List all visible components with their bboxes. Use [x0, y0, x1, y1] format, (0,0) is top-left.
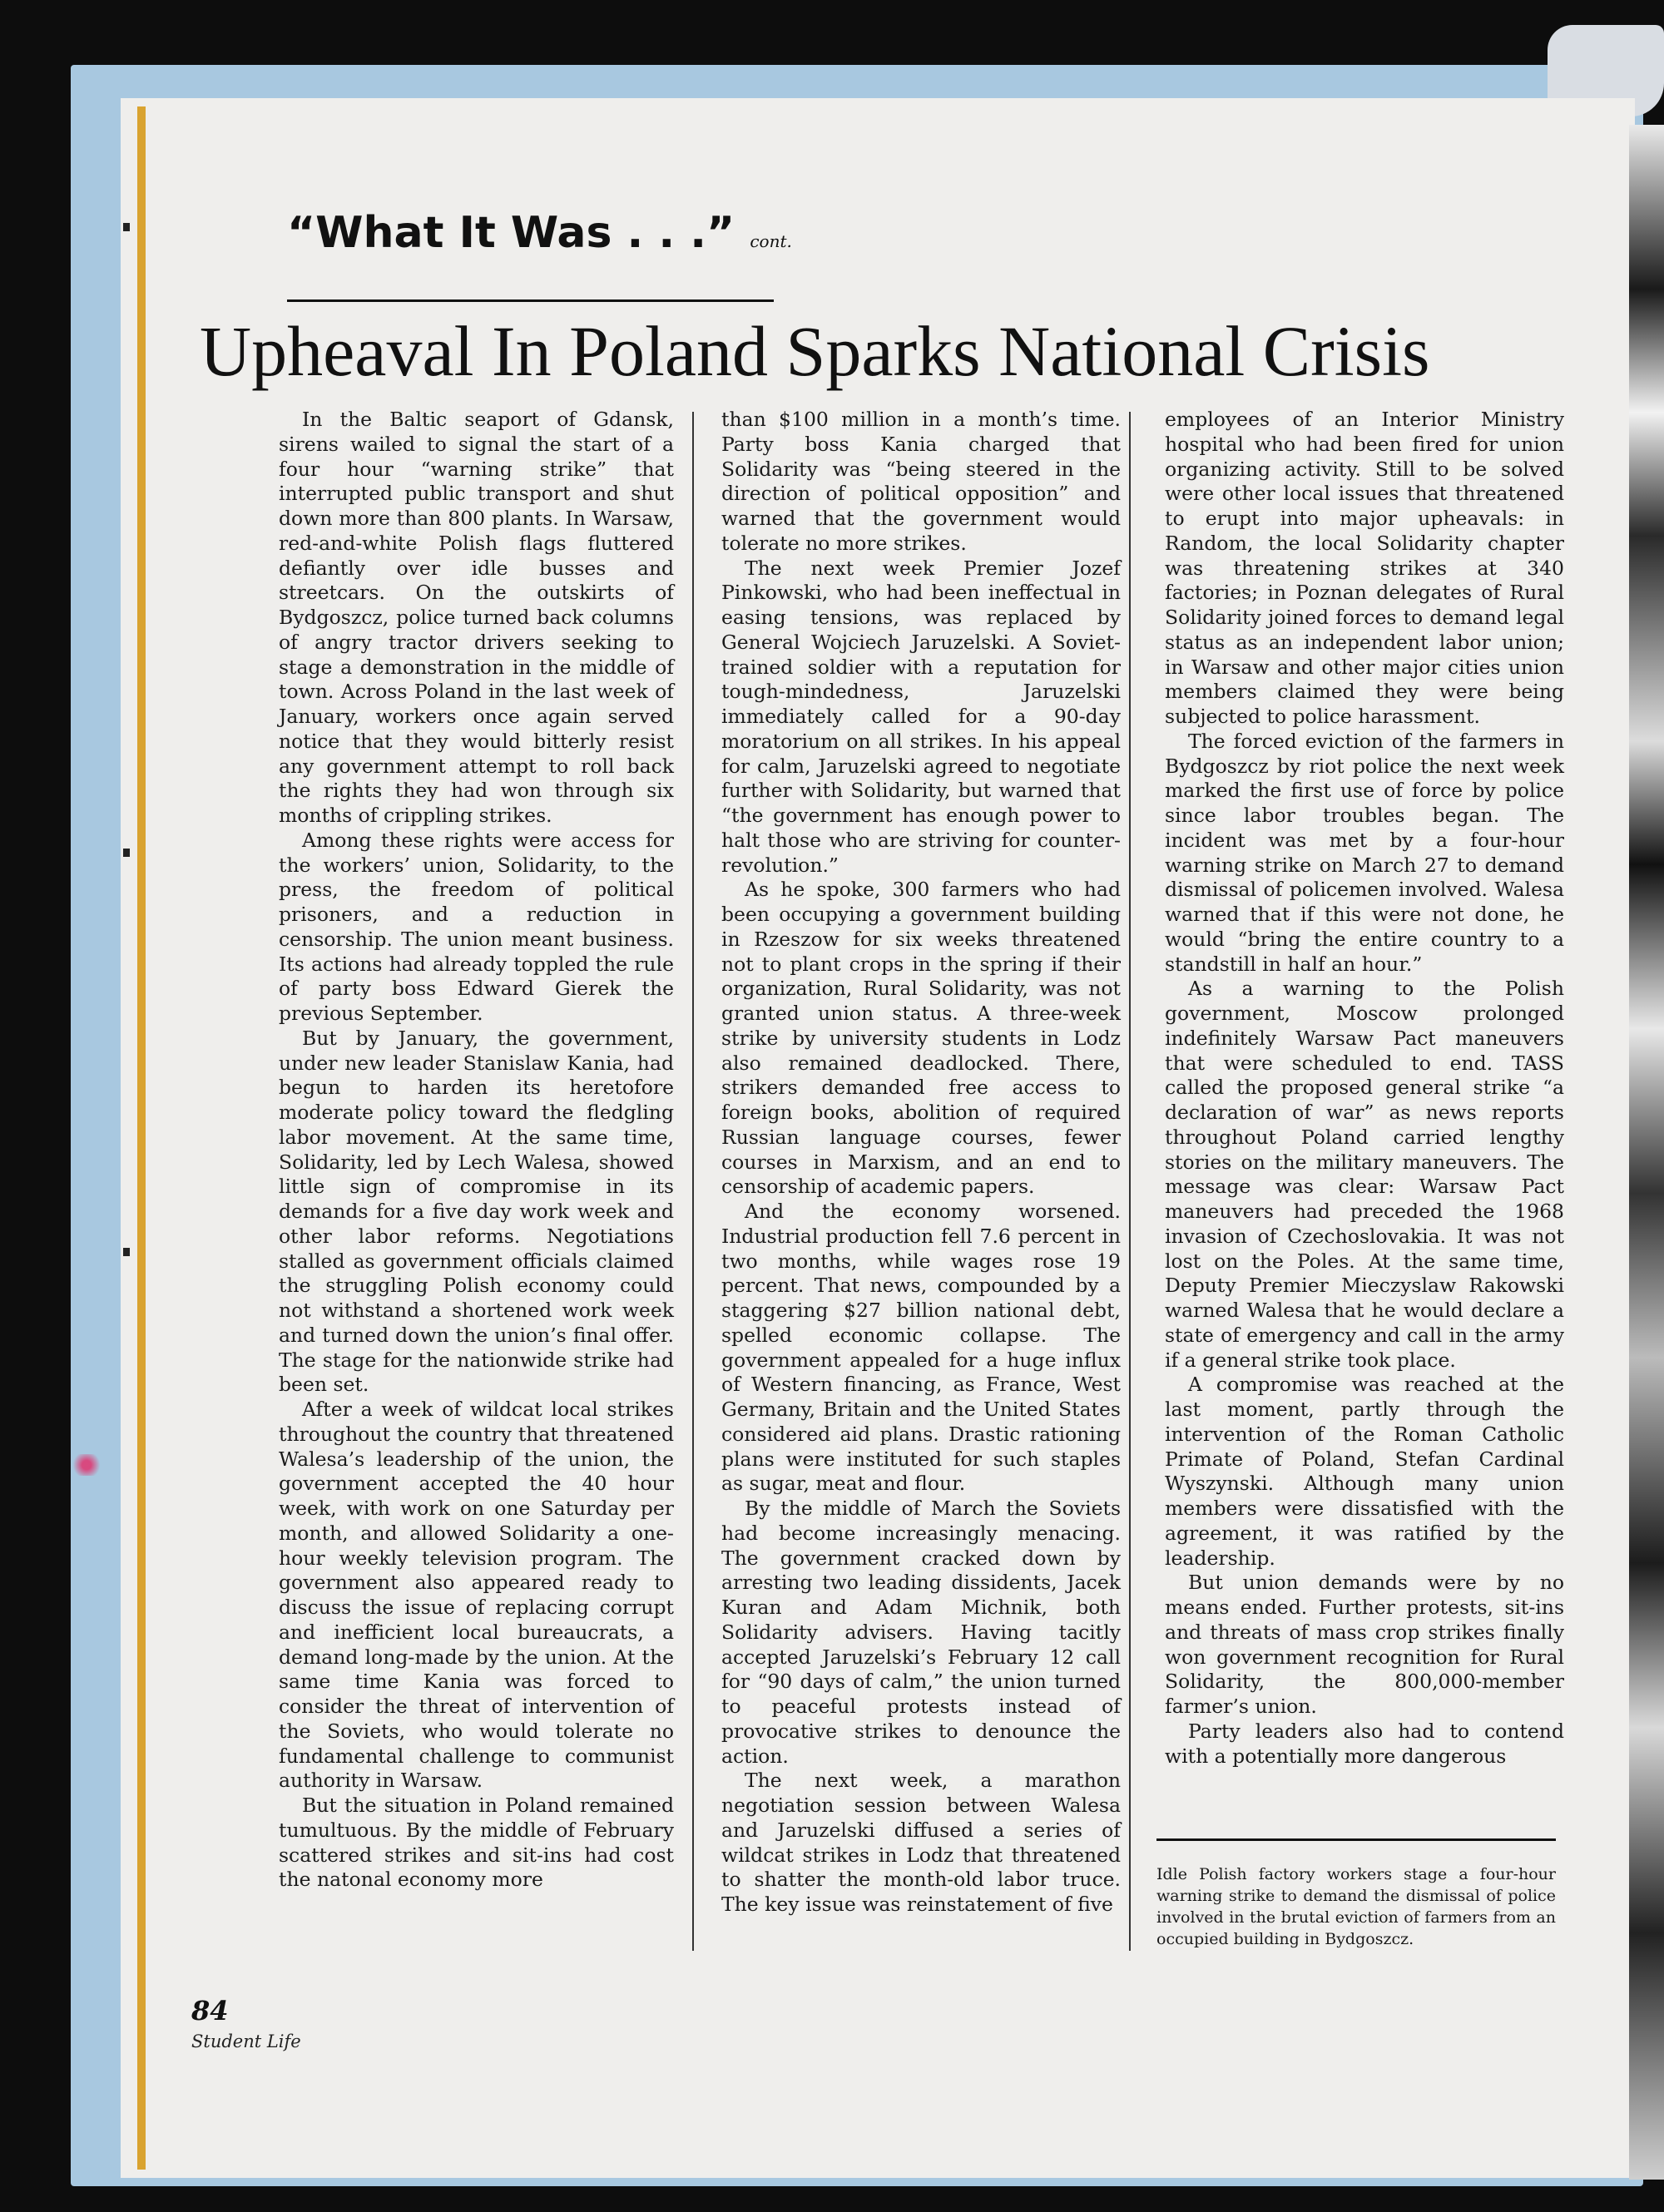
kicker-text: “What It Was . . .”	[287, 208, 735, 258]
edge-mark	[123, 1248, 130, 1256]
paragraph: In the Baltic seaport of Gdansk, sirens wailed to signal the start of a four hour “warning strike” that interrupted public transport and shut down more than 800 plants. In Warsaw, red-and-white Polish flags fluttered defiantly over idle busses and streetcars. On the outskirts of Bydgoszcz, police turned back columns of angry tractor drivers seeking to stage a demonstration in the middle of town. Across Poland in the last week of January, workers once again served notice that they would bitterly resist any government attempt to roll back the rights they had won through six months of crippling strikes.	[279, 408, 674, 827]
paragraph: As a warning to the Polish government, Moscow prolonged indefinitely Warsaw Pact maneuvers that were scheduled to end. TASS called the proposed general strike “a declaration of war” as news reports throughout Poland carried lengthy stories on the military maneuvers. The message was clear: Warsaw Pact maneuvers had preceded the 1968 invasion of Czechoslovakia. It was not lost on the Poles. At the same time, Deputy Premier Mieczyslaw Rakowski warned Walesa that he would declare a state of emergency and call in the army if a general strike took place.	[1165, 977, 1564, 1372]
headline: Upheaval In Poland Sparks National Crisis	[200, 311, 1430, 391]
edge-mark	[123, 223, 130, 231]
ink-mark	[67, 1454, 106, 1476]
caption-rule	[1156, 1838, 1556, 1841]
paragraph: employees of an Interior Ministry hospital who had been fired for union organizing activity. Still to be solved were other local issues that threatened to erupt into major upheavals: in Random, the local Solidarity chapter was threatening strikes at 340 factories; in Poznan delegates of Rural Solidarity joined forces to demand legal status as an independent labor union; in Warsaw and other major cities union members claimed they were being subjected to police harassment.	[1165, 408, 1564, 728]
paragraph: But by January, the government, under new leader Stanislaw Kania, had begun to harden its heretofore moderate policy toward the fledgling labor movement. At the same time, Solidarity, led by Lech Walesa, showed little sign of compromise in its demands for a five day work week and other labor reforms. Negotiations stalled as government officials claimed the struggling Polish economy could not withstand a shortened work week and turned down the union’s final offer. The stage for the nationwide strike had been set.	[279, 1026, 674, 1397]
article-column-2	[721, 408, 1121, 1918]
paragraph: A compromise was reached at the last moment, partly through the intervention of the Roman Catholic Primate of Poland, Stefan Cardinal Wyszynski. Although many union members were dissatisfied with the agreement, it was ratified by the leadership.	[1165, 1373, 1564, 1570]
page-number: 84	[191, 1995, 229, 2026]
paragraph: Among these rights were access for the workers’ union, Solidarity, to the press, the freedom of political prisoners, and a reduction in censorship. The union meant business. Its actions had already toppled the rule of party boss Edward Gierek the previous September.	[279, 828, 674, 1025]
column-rule	[692, 412, 694, 1951]
section-kicker	[287, 208, 869, 283]
paragraph: The next week, a marathon negotiation session between Walesa and Jaruzelski diffused a series of wildcat strikes in Lodz that threatened to shatter the month-old labor truce. The key issue was reinstatement of five	[721, 1769, 1121, 1916]
paragraph: And the economy worsened. Industrial production fell 7.6 percent in two months, while wages rose 19 percent. That news, compounded by a staggering $27 billion national debt, spelled economic collapse. The government appealed for a huge influx of Western financing, as France, West Germany, Britain and the United States considered aid plans. Drastic rationing plans were instituted for such staples as sugar, meat and flour.	[721, 1200, 1121, 1496]
paragraph: After a week of wildcat local strikes throughout the country that threatened Walesa’s leadership of the union, the government accepted the 40 hour week, with work on one Saturday per month, and allowed Solidarity a one-hour weekly television program. The government also appeared ready to discuss the issue of replacing corrupt and inefficient local bureaucrats, a demand long-made by the union. At the same time Kania was forced to consider the threat of intervention of the Soviets, who would tolerate no fundamental challenge to communist authority in Warsaw.	[279, 1398, 674, 1793]
column-rule	[1129, 412, 1131, 1951]
edge-mark	[123, 849, 130, 857]
paragraph: The next week Premier Jozef Pinkowski, who had been ineffectual in easing tensions, was replaced by General Wojciech Jaruzelski. A Soviet-trained soldier with a reputation for tough-mindedness, Jaruzelski immediately called for a 90-day moratorium on all strikes. In his appeal for calm, Jaruzelski agreed to negotiate further with Solidarity, but warned that “the government has enough power to halt those who are striving for counter-revolution.”	[721, 556, 1121, 877]
article-column-1	[279, 408, 674, 1893]
paragraph: As he spoke, 300 farmers who had been occupying a government building in Rzeszow for six weeks threatened not to plant crops in the spring if their organization, Rural Solidarity, was not granted union status. A three-week strike by university students in Lodz also remained deadlocked. There, strikers demanded free access to foreign books, abolition of required Russian language courses, fewer courses in Marxism, and an end to censorship of academic papers.	[721, 878, 1121, 1199]
kicker-cont: cont.	[750, 231, 792, 251]
paragraph: But the situation in Poland remained tumultuous. By the middle of February scattered strikes and sit-ins had cost the natonal economy more	[279, 1794, 674, 1892]
article-column-3	[1165, 408, 1564, 1769]
paragraph: Party leaders also had to contend with a potentially more dangerous	[1165, 1719, 1564, 1768]
section-name: Student Life	[191, 2031, 301, 2051]
photo-caption: Idle Polish factory workers stage a four-hour warning strike to demand the dismissal of police involved in the brutal eviction of farmers from an occupied building in Bydgoszcz.	[1156, 1865, 1556, 1948]
paragraph: By the middle of March the Soviets had become increasingly menacing. The government cracked down by arresting two leading dissidents, Jacek Kuran and Adam Michnik, both Solidarity advisers. Having tacitly accepted Jaruzelski’s February 12 call for “90 days of calm,” the union turned to peaceful protests instead of provocative strikes to denounce the action.	[721, 1497, 1121, 1768]
kicker-rule	[287, 299, 774, 302]
paragraph: But union demands were by no means ended. Further protests, sit-ins and threats of mass crop strikes finally won government recognition for Rural Solidarity, the 800,000-member farmer’s union.	[1165, 1571, 1564, 1718]
facing-page-photo	[1629, 125, 1664, 2180]
paragraph: than $100 million in a month’s time. Party boss Kania charged that Solidarity was “being steered in the direction of political opposition” and warned that the government would tolerate no more strikes.	[721, 408, 1121, 555]
paragraph: The forced eviction of the farmers in Bydgoszcz by riot police the next week marked the first use of force by police since labor troubles began. The incident was met by a four-hour warning strike on March 27 to demand dismissal of policemen involved. Walesa warned that if this were not done, he would “bring the entire country to a standstill in half an hour.”	[1165, 729, 1564, 976]
page-edge-stripe	[137, 106, 146, 2170]
